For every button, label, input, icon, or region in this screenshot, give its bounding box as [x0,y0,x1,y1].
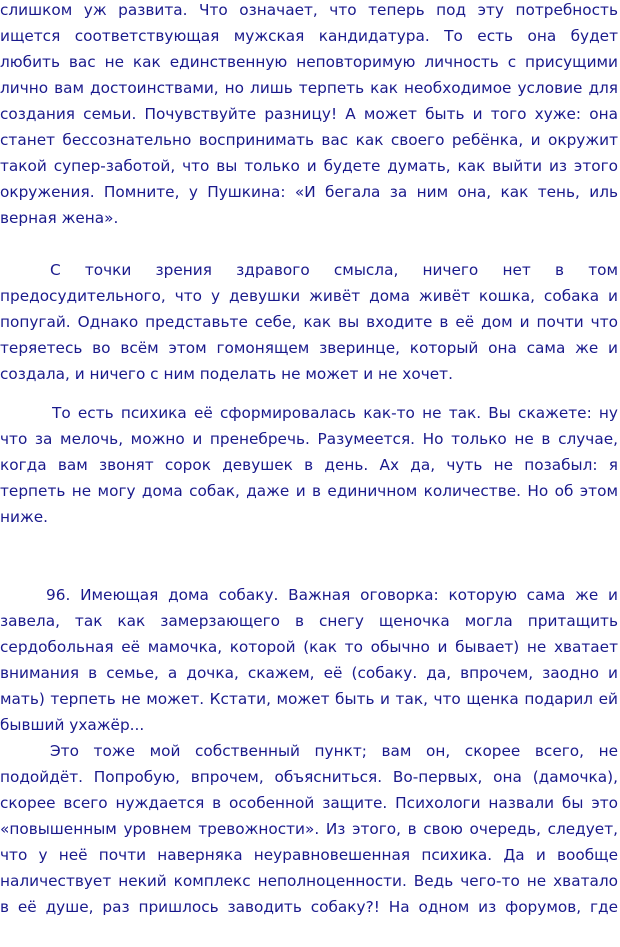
text-line: лично вам достоинствами, но лишь терпеть как необходимое условие для [0,79,618,97]
text-line: теряетесь во всём этом гомонящем зверинце, который она сама же и [0,339,618,357]
text-line: что у неё почти наверняка неуравновешенная психика. Да и вообще [0,846,618,864]
text-line: То есть психика её сформировалась как-то не так. Вы скажете: ну [52,404,618,422]
text-line: 96. Имеющая дома собаку. Важная оговорка: которую сама же и [46,586,618,604]
text-line: завела, так как замерзающего в снегу щеночка могла притащить [0,612,618,630]
text-line: С точки зрения здравого смысла, ничего нет в том [50,261,618,279]
text-line: в её душе, раз пришлось заводить собаку?! На одном из форумов, где [0,898,618,916]
text-line: создала, и ничего с ним поделать не может и не хочет. [0,365,453,383]
text-line: бывший ухажёр... [0,716,145,734]
text-line: предосудительного, что у девушки живёт дома живёт кошка, собака и [0,287,618,305]
text-line: создания семьи. Почувствуйте разницу! А может быть и того хуже: она [0,105,618,123]
text-line: когда вам звонят сорок девушек в день. Ах да, чуть не позабыл: я [0,456,618,474]
text-line: попугай. Однако представьте себе, как вы входите в её дом и почти что [0,313,618,331]
text-line: подойдёт. Попробую, впрочем, объясниться. Во-первых, она (дамочка), [0,768,618,786]
text-line: станет бессознательно воспринимать вас как своего ребёнка, и окружит [0,131,618,149]
text-line: что за мелочь, можно и пренебречь. Разумеется. Но только не в случае, [0,430,618,448]
text-line: «повышенным уровнем тревожности». Из этого, в свою очередь, следует, [0,820,618,838]
text-line: такой супер-заботой, что вы только и будете думать, как выйти из этого [0,157,618,175]
text-line: окружения. Помните, у Пушкина: «И бегала за ним она, как тень, иль [0,183,618,201]
text-line: терпеть не могу дома собак, даже и в единичном количестве. Но об этом [0,482,618,500]
text-line: внимания в семье, а дочка, скажем, её (собаку. да, впрочем, заодно и [0,664,618,682]
text-line: сердобольная её мамочка, которой (как то обычно и бывает) не хватает [0,638,618,656]
text-line: любить вас не как единственную неповторимую личность с присущими [0,53,618,71]
text-line: наличествует некий комплекс неполноценности. Ведь чего-то не хватало [0,872,618,890]
text-line: верная жена». [0,209,119,227]
text-line: скорее всего нуждается в особенной защите. Психологи назвали бы это [0,794,618,812]
text-line: ищется соответствующая мужская кандидатура. То есть она будет [0,27,618,45]
text-line: слишком уж развита. Что означает, что теперь под эту потребность [0,1,618,19]
text-line: мать) терпеть не может. Кстати, может быть и так, что щенка подарил ей [0,690,618,708]
text-line: ниже. [0,508,48,526]
text-line: Это тоже мой собственный пункт; вам он, скорее всего, не [50,742,618,760]
